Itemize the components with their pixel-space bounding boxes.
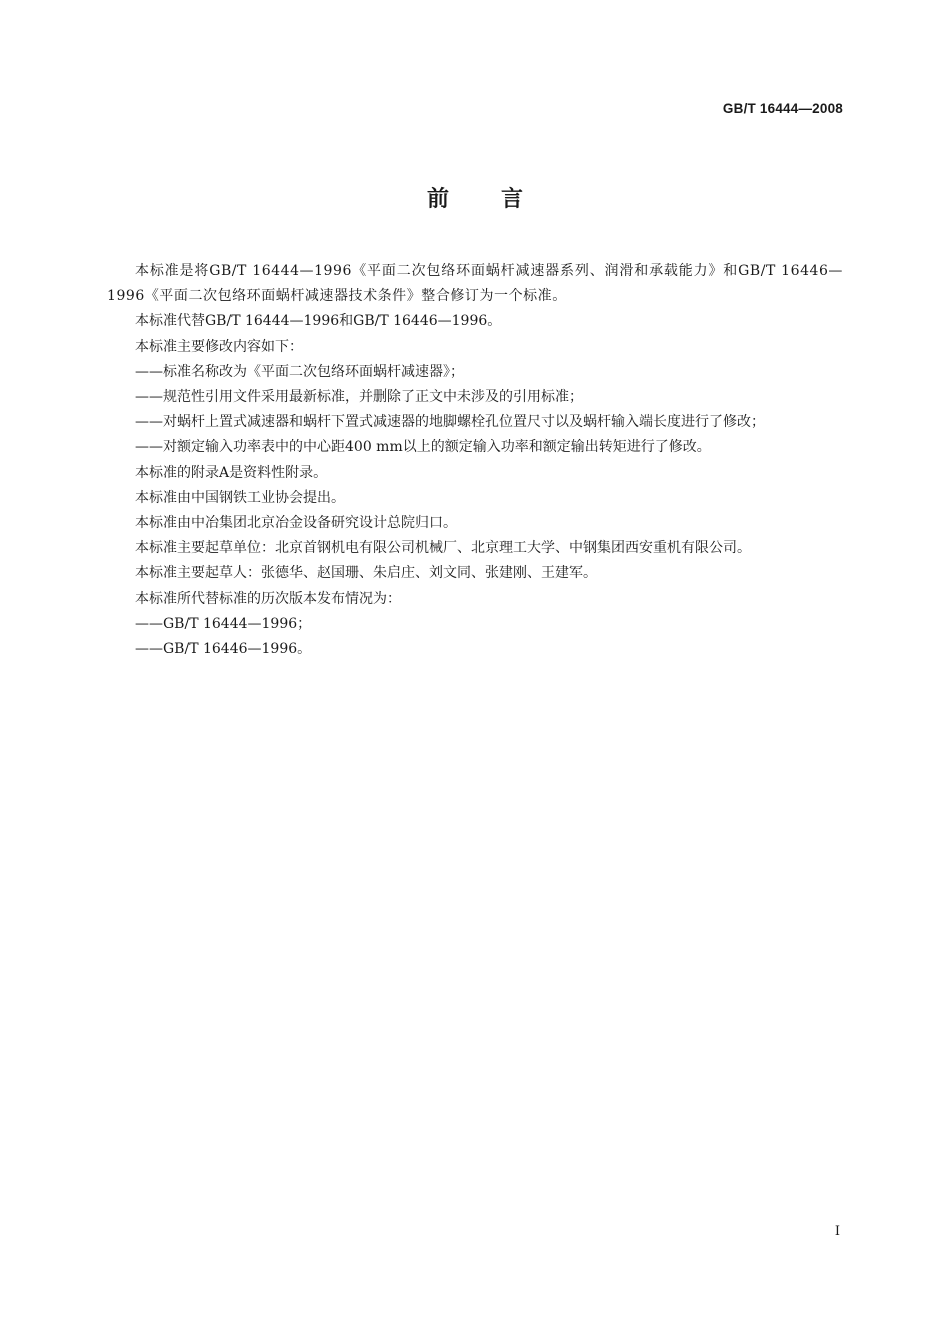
paragraph-centralized: 本标准由中冶集团北京冶金设备研究设计总院归口。: [135, 515, 457, 532]
foreword-body: [107, 259, 843, 662]
paragraph-replaces: 本标准代替GB/T 16444—1996和GB/T 16446—1996。: [135, 313, 502, 330]
page-number: I: [834, 1224, 840, 1239]
paragraph-annex: 本标准的附录A是资料性附录。: [135, 464, 328, 481]
change-item: ——对蜗杆上置式减速器和蜗杆下置式减速器的地脚螺栓孔位置尺寸以及蜗杆输入端长度进行了修改；: [135, 414, 765, 431]
paragraph-drafters: 本标准主要起草人：张德华、赵国珊、朱启庄、刘文同、张建刚、王建军。: [135, 565, 597, 582]
paragraph-drafting-units: 本标准主要起草单位：北京首钢机电有限公司机械厂、北京理工大学、中钢集团西安重机有限公司。: [135, 540, 751, 557]
standard-code: GB/T 16444—2008: [722, 101, 843, 116]
paragraph-changes-intro: 本标准主要修改内容如下：: [135, 338, 303, 355]
page-title: 前言: [426, 187, 575, 212]
history-item: ——GB/T 16444—1996；: [135, 615, 312, 632]
paragraph-proposer: 本标准由中国钢铁工业协会提出。: [135, 489, 345, 506]
change-item: ——对额定输入功率表中的中心距400 mm以上的额定输入功率和额定输出转矩进行了修改。: [135, 439, 711, 456]
paragraph-origin: 本标准是将GB/T 16444—1996《平面二次包络环面蜗杆减速器系列、润滑和承载能力》和GB/T 16446—1996《平面二次包络环面蜗杆减速器技术条件》整合修订为一个标准。: [107, 263, 843, 305]
history-item: ——GB/T 16446—1996。: [135, 641, 312, 658]
change-item: ——标准名称改为《平面二次包络环面蜗杆减速器》；: [135, 363, 464, 380]
change-item: ——规范性引用文件采用最新标准，并删除了正文中未涉及的引用标准；: [135, 389, 583, 406]
paragraph-history-intro: 本标准所代替标准的历次版本发布情况为：: [135, 590, 401, 607]
